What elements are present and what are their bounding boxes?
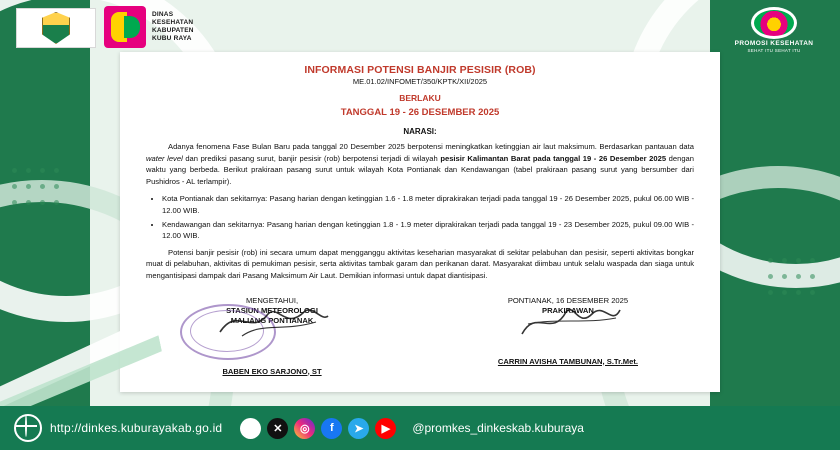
x-twitter-icon[interactable]: ✕ xyxy=(267,418,288,439)
crest-icon xyxy=(42,12,70,44)
signature-right-role: PRAKIRAWAN xyxy=(542,305,594,315)
dinkes-line-2: KESEHATAN xyxy=(152,19,194,26)
signature-left-label: MENGETAHUI, xyxy=(245,295,299,305)
youtube-icon[interactable]: ▶ xyxy=(375,418,396,439)
facebook-icon[interactable]: f xyxy=(321,418,342,439)
dinkes-mark-icon xyxy=(104,6,146,48)
tiktok-icon[interactable]: ♪ xyxy=(240,418,261,439)
signature-left xyxy=(146,296,398,376)
list-item: • Kota Pontianak dan sekitarnya: Pasang harian dengan ketinggian 1.6 - 1.8 meter diprakirakan terjadi pada tanggal 19 - 26 Desember 2025, pukul 06.00 WIB - 12.00 WIB. xyxy=(162,193,694,216)
promkes-logo xyxy=(726,4,822,56)
list-item: • Kendawangan dan sekitarnya: Pasang harian dengan ketinggian 1.8 - 1.9 meter diprakirakan terjadi pada tanggal 19 - 23 Desember 2025, pukul 09.00 WIB - 12.00 WIB. xyxy=(162,219,694,242)
signature-right-scribble xyxy=(508,302,628,342)
signature-block xyxy=(146,296,694,376)
signature-right-space xyxy=(442,315,694,357)
social-icon-group xyxy=(240,418,396,439)
telegram-icon[interactable]: ➤ xyxy=(348,418,369,439)
kubu-raya-crest-logo xyxy=(16,8,96,48)
signature-left-role-2: MALIANG PONTIANAK xyxy=(230,315,314,325)
validity-date: TANGGAL 19 - 26 DESEMBER 2025 xyxy=(340,107,500,118)
document-title: INFORMASI POTENSI BANJIR PESISIR (ROB) xyxy=(304,64,536,76)
signature-left-name: BABEN EKO SARJONO, ST xyxy=(222,366,322,376)
decorative-dots-right xyxy=(768,258,824,306)
promkes-title: PROMOSI KESEHATAN xyxy=(734,40,814,47)
p1-part2: dan prediksi pasang surut, banjir pesisir (rob) berpotensi terjadi di wilayah xyxy=(182,153,441,163)
instagram-icon[interactable]: ◎ xyxy=(294,418,315,439)
dinkes-logo-text xyxy=(152,11,194,43)
signature-left-space xyxy=(146,325,398,367)
forecast-bullet-list xyxy=(146,193,694,241)
narrative-label: NARASI: xyxy=(403,127,437,136)
signature-place-date: PONTIANAK, 16 DESEMBER 2025 xyxy=(507,295,629,305)
dinkes-line-3: KABUPATEN xyxy=(152,27,194,34)
p1-part3: dengan waktu yang berbeda. Berikut prakiraan pasang surut untuk wilayah Kota Pontianak dan Kendawangan (tabel prakiraan pasang surut yang bersumber dari Pushidros - AL terlampir). xyxy=(146,153,694,186)
document-card xyxy=(120,52,720,392)
signature-left-scribble xyxy=(212,302,332,340)
globe-icon xyxy=(14,414,42,442)
document-number: ME.01.02/INFOMET/350/KPTK/XII/2025 xyxy=(352,77,488,86)
p1-bold: pesisir Kalimantan Barat pada tanggal 19 - 26 Desember 2025 xyxy=(440,153,667,163)
narrative-paragraph-2: Potensi banjir pesisir (rob) ini secara umum dapat mengganggu aktivitas keseharian masyarakat di sekitar pelabuhan dan pesisir, seperti aktivitas bongkar muat di pelabuhan, aktivitas di pemukiman pesisir, serta aktivitas tambak garam dan perikanan darat. Masyarakat diimbau untuk selalu waspada dan siaga untuk mengantisipasi dampak dari Pasang Maksimum Air Laut. Demikian informasi untuk dapat diantisipasi. xyxy=(146,247,694,280)
dinkes-logo xyxy=(104,6,194,48)
signature-right-name: CARRIN AVISHA TAMBUNAN, S.Tr.Met. xyxy=(497,356,638,366)
promkes-ring-icon xyxy=(751,7,797,39)
signature-right xyxy=(442,296,694,376)
p1-part1: Adanya fenomena Fase Bulan Baru pada tanggal 20 Desember 2025 berpotensi meningkatkan ketinggian air laut maksimum. Berdasarkan pantauan data xyxy=(168,142,694,151)
validity-label: BERLAKU xyxy=(399,93,441,103)
signature-left-role-1: STASIUN METEOROLOGI xyxy=(226,305,318,315)
social-handle[interactable]: @promkes_dinkeskab.kuburaya xyxy=(412,421,584,435)
footer-bar xyxy=(0,406,840,450)
p1-italic: water level xyxy=(146,153,183,163)
dinkes-line-4: KUBU RAYA xyxy=(152,35,192,42)
dinkes-line-1: DINAS xyxy=(152,11,174,18)
website-url[interactable]: http://dinkes.kuburayakab.go.id xyxy=(50,421,223,435)
narrative-paragraph-1 xyxy=(146,141,694,187)
promkes-subtitle: SEHAT ITU SEHAT ITU xyxy=(747,48,801,53)
decorative-dots-left xyxy=(12,168,68,216)
